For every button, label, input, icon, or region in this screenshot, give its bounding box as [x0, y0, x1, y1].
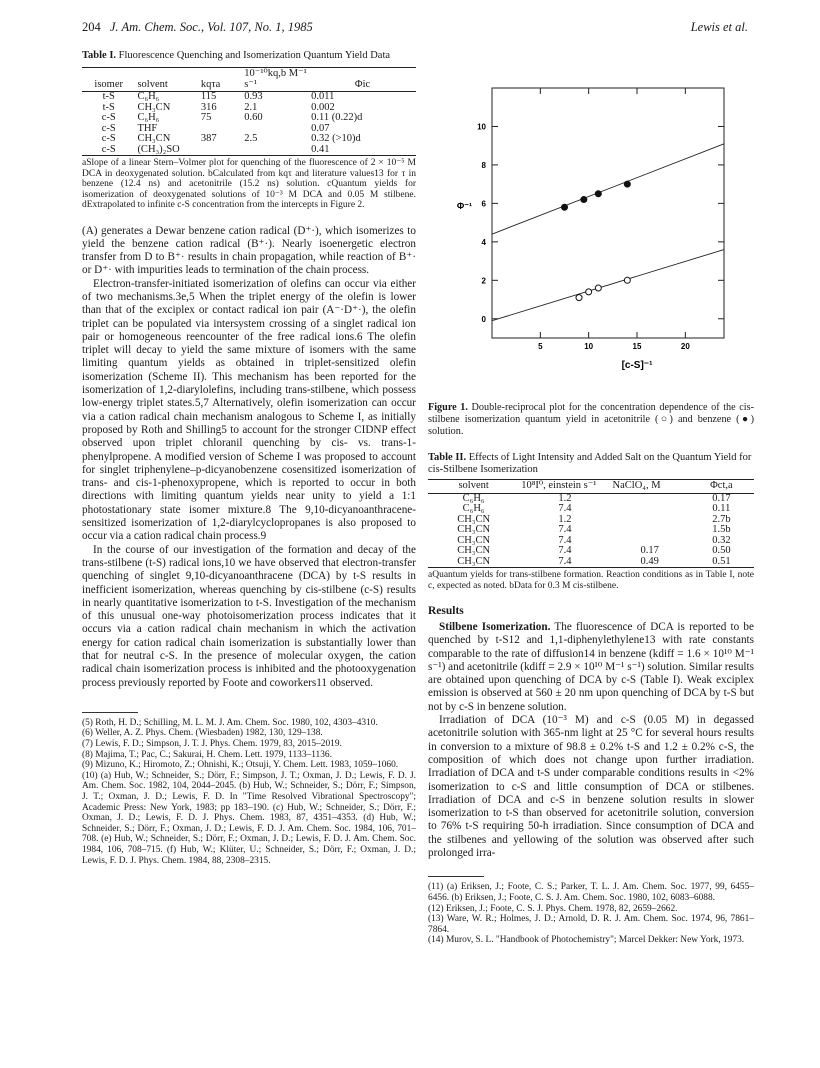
table1-cell: 0.41 [309, 145, 416, 156]
table2-cell [611, 525, 689, 536]
table1-cell: 0.93 [244, 91, 263, 102]
y-tick-label: 4 [481, 237, 486, 247]
reference: (10) (a) Hub, W.; Schneider, S.; Dörr, F.; Simpson, J. T.; Oxman, J. D.; Lewis, F. D. J. Am. Chem. Soc. 1982, 104, 2044–2045. (b) Hub, W.; Schneider, S.; Dörr, F.; Simpson, J. T.; Oxman, J. D.; Lewis, F. D. In "Time Resolved Vibrational Spectroscopy"; Academic Press: New York, 1983; pp 183–190. (c) Hub, W.; Schneider, S.; Dörr, F.; Oxman, J. D.; Lewis, F. D. J. Phys. Chem. 1983, 87, 4351–4353. (d) Hub, W.; Schneider, S.; Dörr, F.; Oxman, J. D.; Lewis, F. D. J. Am. Chem. Soc. 1984, 106, 701–708. (e) Hub, W.; Schneider, S.; Dörr, F.; Oxman, J. D.; Lewis, F. D. J. Am. Chem. Soc. 1984, 106, 708–715. (f) Hub, W.; Klüter, U.; Schneider, S.; Dörr, F.; Oxman, J. D.; Lewis, F. D. J. Phys. Chem. 1984, 88, 2308–2315. [82, 770, 416, 866]
journal-citation: J. Am. Chem. Soc., Vol. 107, No. 1, 1985 [109, 20, 313, 34]
x-tick-label: 15 [632, 342, 642, 351]
table1-header: 10⁻¹⁰kq,b M⁻¹ s⁻¹ [242, 68, 309, 92]
table1-body [82, 92, 416, 156]
table1-cell [242, 145, 309, 156]
table2-cell [611, 493, 689, 504]
x-tick-label: 20 [680, 342, 690, 351]
table2-cell: 2.7b [712, 513, 731, 525]
reference: (13) Ware, W. R.; Holmes, J. D.; Arnold, D. R. J. Am. Chem. Soc. 1974, 96, 7861–7864. [428, 914, 754, 935]
table2-header: 10⁸I⁰, einstein s⁻¹ [519, 480, 610, 494]
reference: (12) Eriksen, J.; Foote, C. S. J. Phys. Chem. 1978, 82, 2659–2662. [428, 903, 678, 914]
table2-cell: CH₃CN [457, 534, 491, 546]
running-head [82, 20, 748, 38]
data-point-benzene [562, 204, 568, 210]
table1-cell: 2.5 [244, 133, 258, 144]
y-tick-label: 2 [481, 276, 486, 286]
table2-cell: 7.4 [558, 534, 572, 546]
data-point-benzene [595, 191, 601, 197]
y-tick-label: 6 [481, 199, 486, 209]
y-axis-label: Φ⁻¹ [456, 201, 472, 212]
figure1 [428, 80, 754, 400]
table2-row [428, 557, 754, 568]
runin-heading: Stilbene Isomerization. [439, 621, 551, 633]
table2-title: Table II. Effects of Light Intensity and Added Salt on the Quantum Yield for cis-Stilbene Isomerization [428, 452, 752, 475]
reference: (7) Lewis, F. D.; Simpson, J. T. J. Phys. Chem. 1979, 83, 2015–2019. [82, 739, 342, 750]
page-number: 204 [82, 20, 101, 34]
table2 [428, 479, 754, 568]
table2-body [428, 493, 754, 568]
table2-cell: 0.11 [712, 503, 731, 514]
footnote-rule [428, 876, 484, 877]
reference: (5) Roth, H. D.; Schilling, M. L. M. J. Am. Chem. Soc. 1980, 102, 4303–4310. [82, 717, 378, 728]
table2-header: solvent [428, 480, 519, 494]
x-axis-label: [c-S]⁻¹ [621, 360, 653, 371]
paragraph: Stilbene Isomerization. The fluorescence of DCA is reported to be quenched by t-S12 and 1,1-diphenylethylene13 with rate constants comparable to the rate of diffusion14 in benzene (kdiff = 1.6 × 10¹⁰ M⁻¹ s⁻¹) and acetonitrile (kdiff = 2.9 × 10¹⁰ M⁻¹ s⁻¹) solution. Similar results are obtained upon quenching of DCA by c-S (Table I). Weak exciplex emission is observed at 560 ± 20 nm upon quenching of DCA by t-S but not by c-S in benzene solution. [428, 621, 754, 713]
table2-cell: 1.2 [558, 492, 572, 504]
data-point-acetonitrile [576, 295, 582, 301]
table1-cell: THF [137, 122, 158, 134]
table1-cell: 387 [200, 133, 217, 144]
table1-cell: t-S [102, 91, 115, 102]
table2-cell: CH₃CN [428, 557, 519, 568]
table2-cell: 7.4 [558, 524, 572, 535]
results-heading: Results [428, 605, 464, 617]
table1-cell: c-S [101, 122, 116, 134]
table2-cell: 0.17 [712, 492, 731, 504]
reference: (9) Mizuno, K.; Hiromoto, Z.; Ohnishi, K.; Otsuji, Y. Chem. Lett. 1983, 1059–1060. [82, 760, 399, 771]
table1-cell: 0.60 [244, 112, 263, 123]
left-references [82, 712, 416, 866]
table1-cell: (CH₃)₂SO [135, 145, 198, 156]
table1-row [82, 134, 416, 145]
table2-cell: 0.49 [611, 557, 689, 568]
x-tick-label: 10 [584, 342, 594, 351]
table1-row [82, 113, 416, 124]
table2-cell: CH₃CN [457, 545, 491, 556]
table1-cell: CH₃CN [137, 101, 171, 113]
table2-cell: C₆H₆ [462, 492, 485, 504]
paragraph: In the course of our investigation of the formation and decay of the trans-stilbene (t-S) radical ions,10 we have observed that electron-transfer quenching of singlet 9,10-dicyanoanthracene (DCA) by t-S results in inefficient isomerization, whereas quenching by cis-stilbene (c-S) results in nearly quantitative isomerization to t-S. Investigation of the mechanism of this unusual one-way photoisomerization process indicates that it occurs via a cation radical chain mechanism in which the activation energy for cation radical chain isomerization is substantially lower than that for neutral c-S. In the presence of molecular oxygen, the cation radical chain isomerization process is inhibited and the photooxygenation process previously reported by Foote and coworkers11 observed. [82, 543, 416, 689]
reference: (11) (a) Eriksen, J.; Foote, C. S.; Parker, T. L. J. Am. Chem. Soc. 1977, 99, 6455–6456. (b) Eriksen, J.; Foote, C. S. J. Am. Chem. Soc. 1980, 102, 6083–6088. [428, 882, 754, 903]
table1-row [82, 145, 416, 156]
paragraph: (A) generates a Dewar benzene cation radical (D⁺·), which isomerizes to yield the benzene cation radical (B⁺·). Nearly isoenergetic electron transfer from D to B⁺· results in chain propagation, while reaction of B⁺· or D⁺· with impurities leads to termination of the chain process. [82, 224, 416, 277]
table2-cell: C₆H₆ [462, 503, 485, 514]
table1-header: solvent [135, 68, 198, 92]
plot-frame [492, 88, 724, 338]
x-tick-label: 5 [538, 342, 543, 351]
table1-title: Table I. Fluorescence Quenching and Isomerization Quantum Yield Data [82, 50, 391, 61]
table2-row [428, 504, 754, 515]
data-point-benzene [624, 181, 630, 187]
data-point-acetonitrile [595, 285, 601, 291]
table1-header: isomer [82, 68, 135, 92]
reference: (14) Murov, S. L. "Handbook of Photochemistry"; Marcel Dekker: New York, 1973. [428, 935, 745, 946]
table2-cell: CH₃CN [457, 524, 491, 535]
table2-header: NaClO₄, M [611, 480, 689, 494]
table1-cell: CH₃CN [137, 133, 171, 144]
table1-cell: 0.07 [311, 122, 330, 134]
left-body-text [82, 225, 416, 690]
table1-cell [199, 145, 242, 156]
table1-cell: 115 [200, 91, 217, 102]
table2-cell: 7.4 [519, 557, 610, 568]
right-references [428, 876, 754, 946]
data-point-acetonitrile [586, 289, 592, 295]
table1-cell: 0.002 [311, 101, 335, 113]
left-column [82, 50, 416, 866]
reference: (6) Weller, A. Z. Phys. Chem. (Wiesbaden) 1982, 130, 129–138. [82, 728, 323, 739]
y-tick-label: 8 [481, 160, 486, 170]
table1-cell: C₆H₆ [137, 91, 160, 102]
y-tick-label: 0 [481, 314, 486, 324]
table2-row [428, 546, 754, 557]
table2-cell: 0.50 [712, 545, 731, 556]
table2-cell: 7.4 [558, 545, 572, 556]
table1-cell: c-S [101, 133, 116, 144]
figure1-plot [428, 80, 754, 400]
results-body-text [428, 621, 754, 860]
table2-cell: 0.17 [640, 545, 659, 556]
table2-header: Φct,a [689, 480, 754, 494]
table1-cell: 0.32 (>10)d [311, 133, 361, 144]
table2-cell: CH₃CN [457, 513, 491, 525]
table1 [82, 67, 416, 156]
table2-cell [611, 515, 689, 526]
y-tick-label: 10 [477, 122, 486, 132]
table1-header: kqτa [199, 68, 242, 92]
table2-cell: 7.4 [558, 503, 572, 514]
paragraph: Irradiation of DCA (10⁻³ M) and c-S (0.05 M) in degassed acetonitrile solution with 365-nm light at 25 °C for several hours results in conversion to a mixture of 98.8 ± 0.2% t-S and 1.2 ± 0.2% c-S, the composition of which does not change upon further irradiation. Irradiation of DCA and t-S under comparable conditions results in <2% isomerization to c-S and little consumption of DCA or stilbenes. Irradiation of DCA and c-S in benzene solution results in slower isomerization to t-S than observed for acetonitrile solution, conversion to 76% t-S requiring 50-h irradiation. Since consumption of DCA and the stilbenes and yellowing of the solution was observed after such prolonged irra- [428, 714, 754, 860]
reference: (8) Majima, T.; Pac, C.; Sakurai, H. Chem. Lett. 1979, 1133–1136. [82, 749, 332, 760]
table1-cell: 316 [200, 101, 217, 113]
data-point-benzene [581, 197, 587, 203]
figure1-caption: Figure 1. Double-reciprocal plot for the concentration dependence of the cis-stilbene isomerization quantum yield in acetonitrile (○) and benzene (●) solution. [428, 402, 754, 437]
running-author: Lewis et al. [690, 20, 748, 34]
table1-cell: c-S [82, 145, 135, 156]
table1-cell: 75 [200, 112, 212, 123]
table2-cell: 1.2 [558, 513, 572, 525]
table2-footnote: aQuantum yields for trans-stilbene formation. Reaction conditions as in Table I, note c, expected as noted. bData for 0.3 M cis-stilbene. [428, 570, 754, 591]
table2-cell: 1.5b [712, 524, 731, 535]
table1-cell: 0.011 [311, 91, 335, 102]
table1-cell: t-S [102, 101, 115, 113]
fit-line [492, 144, 724, 234]
footnote-rule [82, 712, 138, 713]
paragraph: Electron-transfer-initiated isomerization of olefins can occur via either of two mechanisms.3e,5 When the triplet energy of the olefin is lower than that of the exciplex or contact radical ion pair (A⁻·D⁺·), the olefin triplet can be populated via intersystem crossing of a singlet radical ion pair or homogeneous reencounter of the free radical ions.6 The olefin triplet will decay to yield the same mixture of isomers with the same limiting quantum yields as obtained in triplet-sensitized olefin isomerization (Scheme II). This mechanism has been reported for the isomerization of 1,2-diarylolefins, including trans-stilbene, which possess low-energy triplet states.5,7 Alternatively, olefin isomerization can occur via a cation radical chain mechanism analogous to Scheme I, as initially proposed by Roth and Shilling5 to account for the stronger CIDNP effect observed upon triplet chloranil quenching by cis- vs. trans-1-phenylpropene. A modified version of Scheme I was proposed to account for singlet triphenylene–p-dicyanobenzene cosensitized isomerization of trans- and cis-1-phenoxypropene, which is reported to occur in both directions with limiting quantum yields near unity to yield a 1:1 photostationary state isomer mixture.8 The 9,10-dicyanoanthracene-sensitized isomerization of 1,2-diarylcyclopropanes is also proposed to occur via a cation radical chain process.9 [82, 277, 416, 543]
table2-cell: 0.51 [689, 557, 754, 568]
table1-row [82, 92, 416, 103]
table1-footnote: aSlope of a linear Stern–Volmer plot for quenching of the fluorescence of 2 × 10⁻⁵ M DCA in deoxygenated solution. bCalculated from kqτ and literature values13 for τ in benzene (12.4 ns) and acetonitrile (15.2 ns) solution. cQuantum yields for isomerization of deoxygenated solutions of 10⁻³ M DCA and 0.05 M stilbene. dExtrapolated to infinite c-S concentration from the intercepts in Figure 2. [82, 158, 416, 210]
table2-row [428, 525, 754, 536]
table1-header: Φic [309, 68, 416, 92]
data-point-acetonitrile [624, 277, 630, 283]
table2-cell: 0.32 [712, 534, 731, 546]
table1-cell: 2.1 [244, 101, 258, 113]
table1-cell: c-S [101, 112, 116, 123]
table1-cell: C₆H₆ [137, 112, 160, 123]
fit-line [492, 250, 724, 321]
table2-cell [611, 504, 689, 515]
table1-cell: 0.11 (0.22)d [311, 112, 363, 123]
right-column [428, 80, 754, 946]
